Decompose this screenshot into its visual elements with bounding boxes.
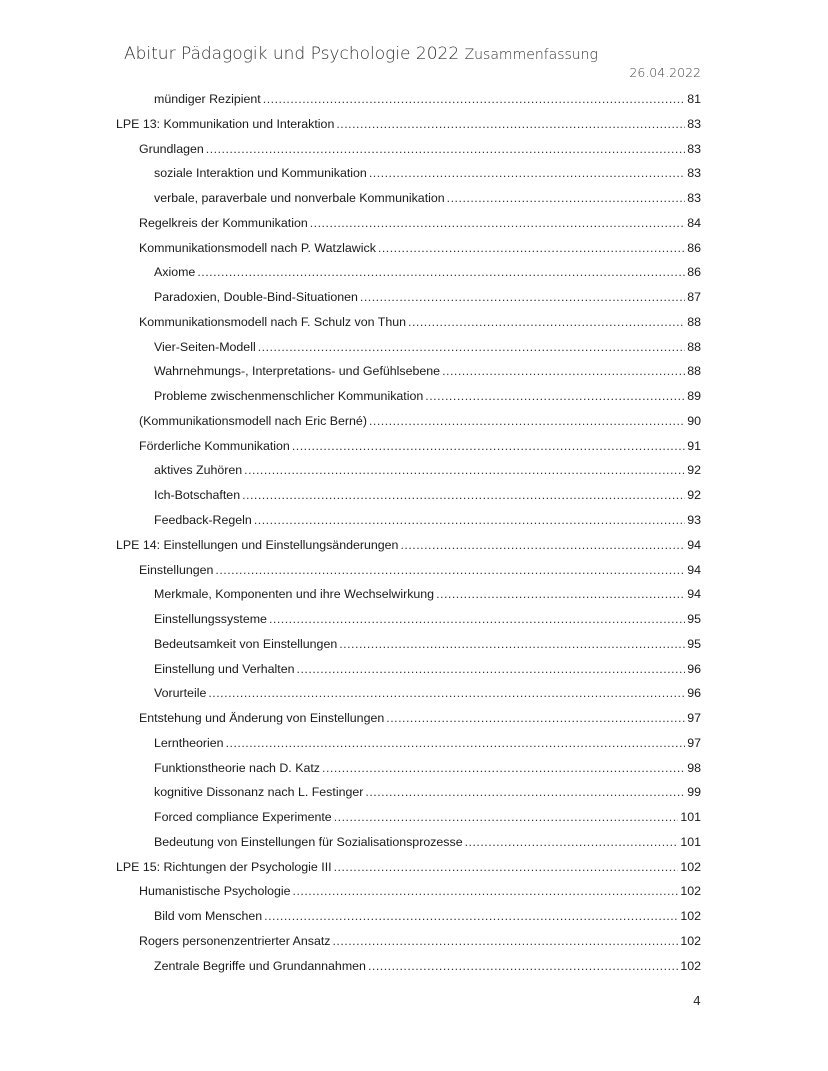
toc-entry[interactable] [154, 189, 701, 207]
header-subtitle: Zusammenfassung [464, 47, 598, 63]
toc-entry[interactable] [154, 511, 701, 529]
toc-entry-label: Humanistische Psychologie [139, 884, 291, 898]
toc-entry[interactable] [154, 734, 701, 752]
toc-entry[interactable] [139, 437, 701, 455]
toc-entry-label: aktives Zuhören [154, 463, 243, 477]
dot-leader [332, 932, 678, 950]
toc-entry-label: LPE 15: Richtungen der Psychologie III [116, 860, 332, 874]
toc-entry-label: Bedeutung von Einstellungen für Sozialisationsprozesse [154, 835, 463, 849]
toc-entry[interactable] [154, 461, 701, 479]
dot-leader [334, 808, 679, 826]
toc-entry-label: verbale, paraverbale und nonverbale Kommunikation [154, 191, 445, 205]
toc-entry-label: Feedback-Regeln [154, 513, 252, 527]
toc-entry[interactable] [154, 759, 701, 777]
dot-leader [242, 486, 685, 504]
toc-entry-page: 88 [687, 340, 701, 354]
toc-entry-page: 94 [687, 563, 701, 577]
dot-leader [465, 833, 679, 851]
toc-entry[interactable] [139, 214, 701, 232]
dot-leader [336, 115, 685, 133]
toc-entry[interactable] [139, 561, 701, 579]
toc-entry-label: Grundlagen [139, 142, 204, 156]
dot-leader [263, 90, 685, 108]
toc-entry-page: 90 [687, 414, 701, 428]
page-number: 4 [693, 993, 701, 1008]
toc-entry-label: Regelkreis der Kommunikation [139, 216, 308, 230]
dot-leader [408, 313, 685, 331]
dot-leader [339, 635, 685, 653]
toc-entry[interactable] [154, 660, 701, 678]
toc-entry-label: Ich-Botschaften [154, 488, 241, 502]
toc-entry-page: 102 [680, 860, 701, 874]
toc-entry-label: Funktionstheorie nach D. Katz [154, 761, 320, 775]
toc-entry-page: 102 [680, 909, 701, 923]
toc-entry[interactable] [139, 313, 701, 331]
toc-entry-page: 94 [687, 538, 701, 552]
toc-entry-label: Einstellungssysteme [154, 612, 267, 626]
toc-entry-page: 95 [687, 637, 701, 651]
dot-leader [442, 362, 685, 380]
toc-entry-label: Merkmale, Komponenten und ihre Wechselwirkung [154, 587, 435, 601]
dot-leader [447, 189, 686, 207]
toc-entry-page: 97 [687, 711, 701, 725]
toc-entry-page: 86 [687, 241, 701, 255]
document-header-title [124, 44, 598, 64]
toc-entry[interactable] [154, 635, 701, 653]
toc-entry-page: 84 [687, 216, 701, 230]
toc-entry[interactable] [154, 684, 701, 702]
toc-entry-page: 102 [680, 884, 701, 898]
toc-entry-label: Zentrale Begriffe und Grundannahmen [154, 959, 366, 973]
toc-entry-page: 92 [687, 463, 701, 477]
toc-entry-page: 83 [687, 166, 701, 180]
toc-entry-label: Lerntheorien [154, 736, 224, 750]
toc-entry-label: Kommunikationsmodell nach F. Schulz von Thun [139, 315, 406, 329]
toc-entry[interactable] [154, 486, 701, 504]
toc-entry[interactable] [116, 536, 701, 554]
toc-entry-page: 87 [687, 290, 701, 304]
toc-entry[interactable] [154, 362, 701, 380]
dot-leader [297, 660, 686, 678]
dot-leader [369, 164, 685, 182]
dot-leader [365, 783, 685, 801]
toc-entry-label: Vorurteile [154, 686, 207, 700]
dot-leader [254, 511, 685, 529]
dot-leader [208, 684, 685, 702]
toc-entry-label: Rogers personenzentrierter Ansatz [139, 934, 331, 948]
dot-leader [425, 387, 685, 405]
toc-entry-page: 94 [687, 587, 701, 601]
toc-entry-label: Paradoxien, Double-Bind-Situationen [154, 290, 358, 304]
toc-entry-page: 91 [687, 439, 701, 453]
toc-entry[interactable] [139, 140, 701, 158]
toc-entry[interactable] [154, 387, 701, 405]
toc-entry-page: 81 [687, 92, 701, 106]
toc-entry-page: 86 [687, 265, 701, 279]
toc-entry[interactable] [139, 932, 701, 950]
toc-entry[interactable] [154, 585, 701, 603]
dot-leader [386, 709, 685, 727]
toc-entry-label: Kommunikationsmodell nach P. Watzlawick [139, 241, 376, 255]
dot-leader [360, 288, 685, 306]
toc-entry-label: Wahrnehmungs-, Interpretations- und Gefühlsebene [154, 364, 441, 378]
toc-entry-page: 88 [687, 315, 701, 329]
toc-entry[interactable] [139, 882, 701, 900]
header-date: 26.04.2022 [629, 65, 701, 80]
dot-leader [368, 957, 678, 975]
toc-entry[interactable] [154, 783, 701, 801]
toc-entry-page: 83 [687, 191, 701, 205]
toc-entry[interactable] [154, 610, 701, 628]
toc-entry-page: 89 [687, 389, 701, 403]
toc-entry[interactable] [154, 164, 701, 182]
toc-entry-label: Einstellungen [139, 563, 214, 577]
dot-leader [206, 140, 685, 158]
toc-entry-label: Förderliche Kommunikation [139, 439, 290, 453]
dot-leader [264, 907, 678, 925]
toc-entry[interactable] [139, 709, 701, 727]
toc-entry-page: 93 [687, 513, 701, 527]
toc-entry-label: Forced compliance Experimente [154, 810, 332, 824]
toc-entry[interactable] [154, 288, 701, 306]
toc-entry-label: kognitive Dissonanz nach L. Festinger [154, 785, 364, 799]
toc-entry[interactable] [154, 808, 701, 826]
toc-entry-page: 92 [687, 488, 701, 502]
toc-entry-page: 101 [680, 835, 701, 849]
toc-entry-label: mündiger Rezipient [154, 92, 261, 106]
dot-leader [226, 734, 686, 752]
dot-leader [269, 610, 685, 628]
toc-entry-label: Probleme zwischenmenschlicher Kommunikation [154, 389, 424, 403]
toc-entry-label: soziale Interaktion und Kommunikation [154, 166, 367, 180]
toc-entry[interactable] [154, 957, 701, 975]
toc-entry-page: 102 [680, 934, 701, 948]
toc-entry-page: 99 [687, 785, 701, 799]
toc-entry[interactable] [139, 239, 701, 257]
toc-entry-page: 101 [680, 810, 701, 824]
dot-leader [258, 338, 686, 356]
toc-entry-page: 102 [680, 959, 701, 973]
toc-entry-page: 95 [687, 612, 701, 626]
toc-entry-label: Axiome [154, 265, 196, 279]
toc-entry[interactable] [154, 907, 701, 925]
dot-leader [436, 585, 685, 603]
toc-entry-label: Einstellung und Verhalten [154, 662, 295, 676]
dot-leader [322, 759, 685, 777]
dot-leader [244, 461, 685, 479]
toc-entry-page: 83 [687, 142, 701, 156]
toc-entry[interactable] [154, 338, 701, 356]
toc-entry[interactable] [116, 858, 701, 876]
toc-entry-label: LPE 14: Einstellungen und Einstellungsänderungen [116, 538, 399, 552]
toc-entry-label: Bild vom Menschen [154, 909, 263, 923]
toc-entry[interactable] [154, 833, 701, 851]
toc-entry-label: Bedeutsamkeit von Einstellungen [154, 637, 338, 651]
dot-leader [310, 214, 685, 232]
dot-leader [369, 412, 685, 430]
toc-entry-page: 96 [687, 686, 701, 700]
dot-leader [215, 561, 685, 579]
toc-entry[interactable] [139, 412, 701, 430]
toc-entry-page: 83 [687, 117, 701, 131]
toc-entry-label: (Kommunikationsmodell nach Eric Berné) [139, 414, 367, 428]
toc-entry[interactable] [116, 115, 701, 133]
toc-entry[interactable] [154, 263, 701, 281]
toc-entry-page: 88 [687, 364, 701, 378]
toc-entry-label: Vier-Seiten-Modell [154, 340, 256, 354]
toc-entry-page: 98 [687, 761, 701, 775]
dot-leader [197, 263, 685, 281]
toc-entry[interactable] [154, 90, 701, 108]
toc-entry-page: 96 [687, 662, 701, 676]
header-title-text: Abitur Pädagogik und Psychologie 2022 [124, 44, 460, 64]
dot-leader [292, 437, 685, 455]
dot-leader [378, 239, 685, 257]
toc-entry-page: 97 [687, 736, 701, 750]
toc-entry-label: Entstehung und Änderung von Einstellungen [139, 711, 385, 725]
toc-entry-label: LPE 13: Kommunikation und Interaktion [116, 117, 335, 131]
dot-leader [334, 858, 679, 876]
dot-leader [293, 882, 679, 900]
dot-leader [400, 536, 685, 554]
